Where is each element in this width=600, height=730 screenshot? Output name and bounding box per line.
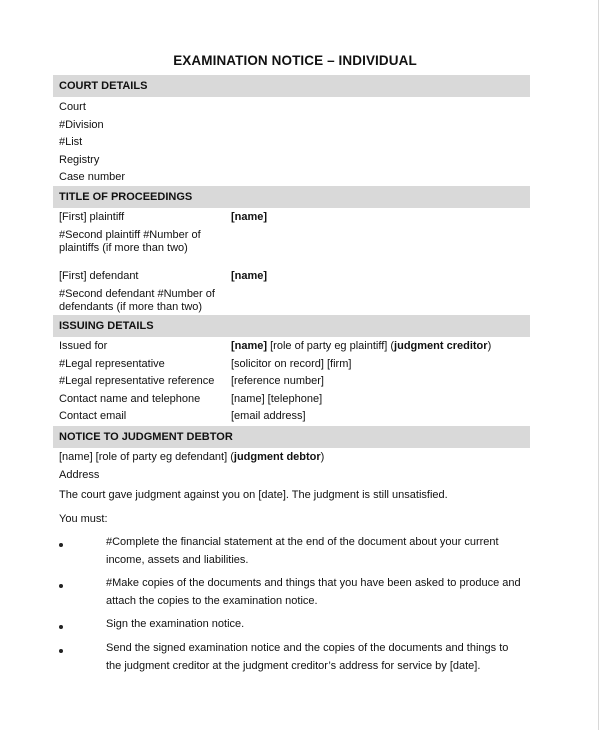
bullet-2-dot bbox=[59, 584, 63, 588]
first-plaintiff-value: [name] bbox=[231, 211, 268, 223]
notice-heading: NOTICE TO JUDGMENT DEBTOR bbox=[53, 426, 530, 448]
issued-for-close: ) bbox=[487, 340, 492, 352]
bullet-1-dot bbox=[59, 543, 63, 547]
judgment-debtor-line bbox=[59, 450, 324, 464]
contact-value: [name] [telephone] bbox=[231, 393, 323, 405]
first-defendant-value: [name] bbox=[231, 270, 268, 282]
registry-label: Registry bbox=[59, 154, 100, 166]
division-label: #Division bbox=[59, 119, 104, 131]
you-must-label: You must: bbox=[59, 513, 108, 525]
second-defendant-label-line1: #Second defendant #Number of bbox=[59, 288, 215, 300]
bullet-3-text: Sign the examination notice. bbox=[106, 618, 245, 630]
judgment-debtor-close: ) bbox=[320, 451, 325, 463]
bullet-2-text: #Make copies of the documents and things that you have been asked to produce and attach the copies to the examination notice. bbox=[106, 577, 521, 607]
contact-label: Contact name and telephone bbox=[59, 393, 201, 405]
case-number-label: Case number bbox=[59, 171, 126, 183]
title-of-proceedings-heading: TITLE OF PROCEEDINGS bbox=[53, 186, 530, 208]
second-plaintiff-label-line1: #Second plaintiff #Number of bbox=[59, 229, 201, 241]
issuing-details-heading: ISSUING DETAILS bbox=[53, 315, 530, 337]
court-label: Court bbox=[59, 101, 86, 113]
address-label: Address bbox=[59, 469, 100, 481]
judgment-debtor-text: judgment debtor bbox=[233, 451, 321, 463]
bullet-4-dot bbox=[59, 649, 63, 653]
legal-ref-label: #Legal representative reference bbox=[59, 375, 215, 387]
court-details-heading: COURT DETAILS bbox=[53, 75, 530, 97]
bullet-4-text: Send the signed examination notice and the copies of the documents and things to the judgment creditor at the judgment creditor’s address for service by [date]. bbox=[106, 642, 509, 672]
second-plaintiff-label-line2: plaintiffs (if more than two) bbox=[59, 242, 188, 254]
first-plaintiff-label: [First] plaintiff bbox=[59, 211, 125, 223]
first-defendant-label: [First] defendant bbox=[59, 270, 139, 282]
judgment-creditor-text: judgment creditor bbox=[394, 340, 488, 352]
second-defendant-label-line2: defendants (if more than two) bbox=[59, 301, 203, 313]
legal-rep-value: [solicitor on record] [firm] bbox=[231, 358, 352, 370]
document-title: EXAMINATION NOTICE – INDIVIDUAL bbox=[173, 53, 417, 68]
judgment-statement: The court gave judgment against you on [date]. The judgment is still unsatisfied. bbox=[59, 489, 448, 501]
issued-for-role: [role of party eg plaintiff] ( bbox=[267, 340, 395, 352]
issued-for-name: [name] bbox=[231, 340, 268, 352]
legal-ref-value: [reference number] bbox=[231, 375, 324, 387]
issued-for-value bbox=[231, 339, 491, 353]
issued-for-label: Issued for bbox=[59, 340, 108, 352]
email-label: Contact email bbox=[59, 410, 127, 422]
email-value: [email address] bbox=[231, 410, 306, 422]
list-label: #List bbox=[59, 136, 83, 148]
legal-rep-label: #Legal representative bbox=[59, 358, 165, 370]
judgment-debtor-prefix: [name] [role of party eg defendant] ( bbox=[59, 451, 234, 463]
bullet-3-dot bbox=[59, 625, 63, 629]
bullet-1-text: #Complete the financial statement at the end of the document about your current income, assets and liabilities. bbox=[106, 536, 499, 566]
